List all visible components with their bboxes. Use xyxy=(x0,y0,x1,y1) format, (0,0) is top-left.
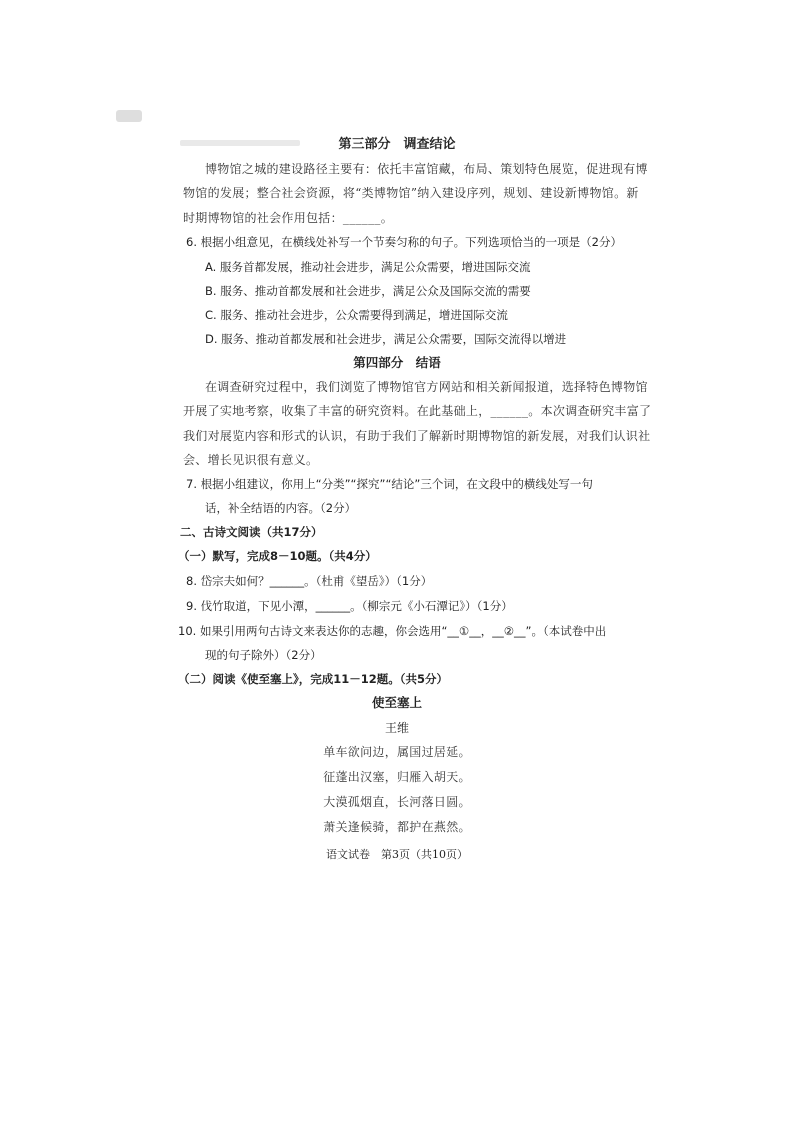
poem-title: 使至塞上 xyxy=(371,695,422,710)
section-2-part-1-title: （一）默写，完成8－10题。（共4分） xyxy=(178,549,377,563)
part4-heading: 第四部分 结语 xyxy=(353,355,441,370)
question-6-option-b: B. 服务、推动首都发展和社会进步，满足公众及国际交流的需要 xyxy=(205,284,531,298)
poem-line-4: 萧关逢候骑，都护在燕然。 xyxy=(323,820,471,834)
part4-paragraph-line-3: 我们对展览内容和形式的认识，有助于我们了解新时期博物馆的新发展，对我们认识社 xyxy=(183,429,651,443)
part3-paragraph-line-3: 时期博物馆的社会作用包括：______。 xyxy=(183,211,394,225)
poem-author: 王维 xyxy=(384,721,409,735)
question-10-line-1: 10. 如果引用两句古诗文来表达你的志趣，你会选用“__①__，__②__”。（本试卷中出 xyxy=(178,624,607,638)
page-footer: 语文试卷 第3页（共10页） xyxy=(326,848,468,861)
section-2-title: 二、古诗文阅读（共17分） xyxy=(180,525,323,539)
question-6-option-a: A. 服务首都发展，推动社会进步，满足公众需要，增进国际交流 xyxy=(205,260,531,274)
section-2-part-2-title: （二）阅读《使至塞上》，完成11－12题。（共5分） xyxy=(178,672,449,686)
question-6-option-d: D. 服务、推动首都发展和社会进步，满足公众需要，国际交流得以增进 xyxy=(205,332,567,346)
part3-paragraph-line-2: 物馆的发展；整合社会资源，将“类博物馆”纳入建设序列，规划、建设新博物馆。新 xyxy=(183,186,639,200)
question-7-line-1: 7. 根据小组建议，你用上“分类”“探究”“结论”三个词，在文段中的横线处写一句 xyxy=(186,477,593,491)
question-9: 9. 伐竹取道，下见小潭，______。（柳宗元《小石潭记》）（1分） xyxy=(186,599,513,613)
question-8: 8. 岱宗夫如何？______。（杜甫《望岳》）（1分） xyxy=(186,574,433,588)
part3-paragraph-line-1: 博物馆之城的建设路径主要有：依托丰富馆藏，布局、策划特色展览，促进现有博 xyxy=(205,162,648,176)
part4-paragraph-line-2: 开展了实地考察，收集了丰富的研究资料。在此基础上，______。本次调查研究丰富了 xyxy=(183,404,652,418)
question-6-stem: 6. 根据小组意见，在横线处补写一个节奏匀称的句子。下列选项恰当的一项是（2分） xyxy=(186,235,622,249)
question-10-line-2: 现的句子除外）（2分） xyxy=(205,648,322,662)
poem-line-2: 征蓬出汉塞，归雁入胡天。 xyxy=(323,770,471,784)
part4-paragraph-line-1: 在调查研究过程中，我们浏览了博物馆官方网站和相关新闻报道，选择特色博物馆 xyxy=(205,380,648,394)
poem-line-1: 单车欲问边，属国过居延。 xyxy=(323,745,471,759)
part4-paragraph-line-4: 会、增长见识很有意义。 xyxy=(183,453,319,467)
poem-line-3: 大漠孤烟直，长河落日圆。 xyxy=(323,795,471,809)
scan-smudge xyxy=(116,110,142,122)
part3-heading: 第三部分 调查结论 xyxy=(338,137,456,152)
question-6-option-c: C. 服务、推动社会进步，公众需要得到满足，增进国际交流 xyxy=(205,308,508,322)
question-7-line-2: 话，补全结语的内容。（2分） xyxy=(205,501,357,515)
